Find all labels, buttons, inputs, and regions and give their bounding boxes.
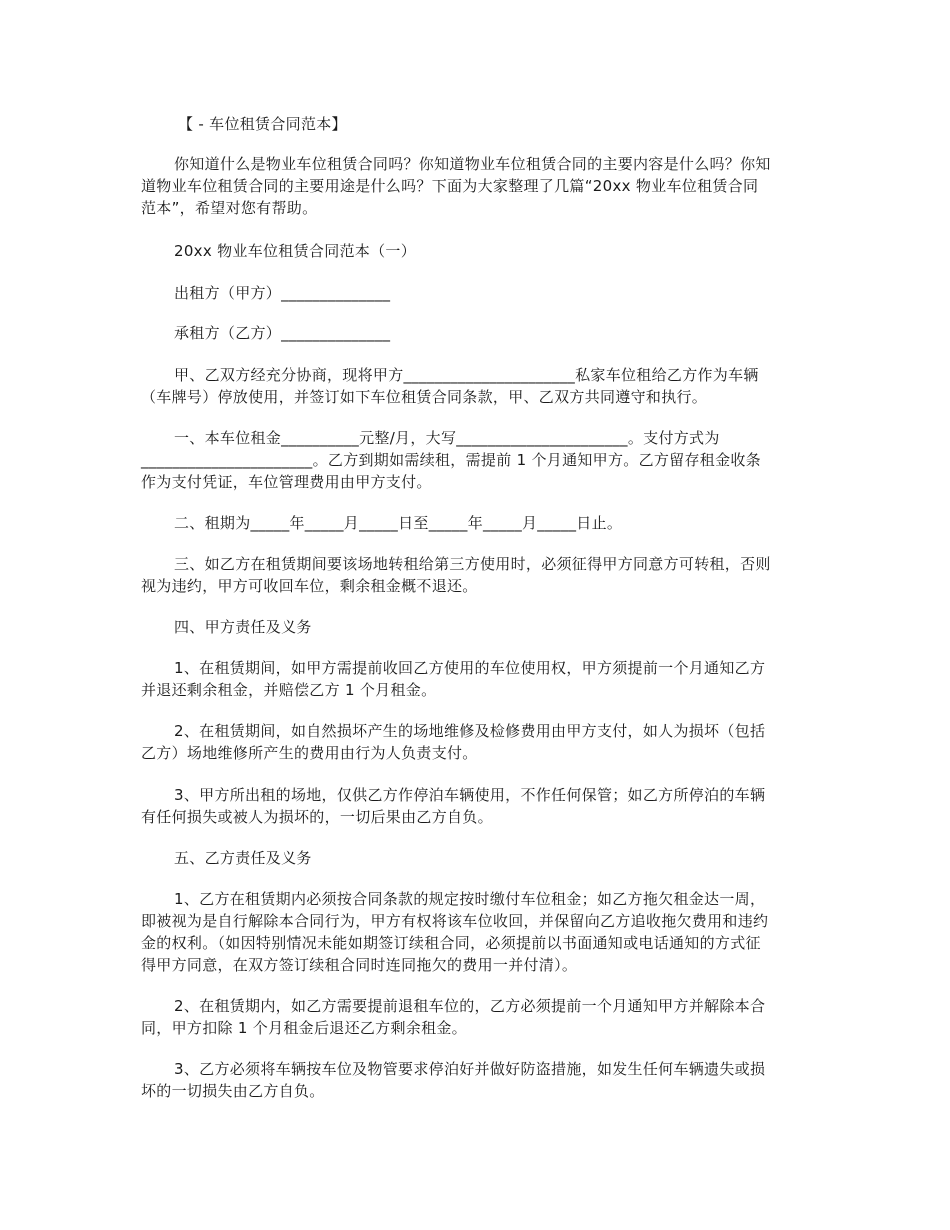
party-b-item-2-line-2: 同，甲方扣除 1 个月租金后退还乙方剩余租金。 [141, 1019, 467, 1037]
party-b-item-1-line-3: 金的权利。（如因特别情况未能如期签订续租合同，必须提前以书面通知或电话通知的方式征 [141, 934, 761, 952]
lessee-line: 承租方（乙方）______________ [174, 324, 391, 342]
clause-one-line-1: 一、本车位租金__________元整/月，大写______________________。支付方式为 [174, 429, 720, 447]
party-a-item-2-line-1: 2、在租赁期间，如自然损坏产生的场地维修及检修费用由甲方支付，如人为损坏（包括 [174, 722, 766, 740]
party-b-item-3-line-1: 3、乙方必须将车辆按车位及物管要求停泊好并做好防盗措施，如发生任何车辆遗失或损 [174, 1060, 766, 1078]
agreement-line-1: 甲、乙双方经充分协商，现将甲方______________________私家车位租给乙方作为车辆 [174, 366, 759, 384]
clause-two-line: 二、租期为_____年_____月_____日至_____年_____月_____日止。 [174, 514, 623, 532]
agreement-line-2: （车牌号）停放使用，并签订如下车位租赁合同条款，甲、乙双方共同遵守和执行。 [141, 388, 708, 406]
section-heading-party-a: 四、甲方责任及义务 [174, 618, 312, 636]
party-a-item-3-line-1: 3、甲方所出租的场地，仅供乙方作停泊车辆使用，不作任何保管；如乙方所停泊的车辆 [174, 786, 766, 804]
party-b-item-1-line-1: 1、乙方在租赁期内必须按合同条款的规定按时缴付车位租金；如乙方拖欠租金达一周， [174, 890, 766, 908]
party-a-item-2-line-2: 乙方）场地维修所产生的费用由行为人负责支付。 [141, 744, 478, 762]
clause-one-line-2: ______________________。乙方到期如需续租，需提前 1 个月通知甲方。乙方留存租金收条 [141, 451, 761, 469]
party-b-item-1-line-2: 即被视为是自行解除本合同行为，甲方有权将该车位收回，并保留向乙方追收拖欠费用和违约 [141, 912, 769, 930]
clause-three-line-1: 三、如乙方在租赁期间要该场地转租给第三方使用时，必须征得甲方同意方可转租，否则 [174, 555, 771, 573]
section-heading-party-b: 五、乙方责任及义务 [174, 849, 312, 867]
party-a-item-1-line-1: 1、在租赁期间，如甲方需提前收回乙方使用的车位使用权，甲方须提前一个月通知乙方 [174, 659, 766, 677]
lessor-line: 出租方（甲方）______________ [174, 284, 391, 302]
clause-three-line-2: 视为违约，甲方可收回车位，剩余租金概不退还。 [141, 577, 478, 595]
paragraph-intro-line-1: 你知道什么是物业车位租赁合同吗？你知道物业车位租赁合同的主要内容是什么吗？你知 [174, 155, 771, 173]
party-b-item-1-line-4: 得甲方同意，在双方签订续租合同时连同拖欠的费用一并付清）。 [141, 956, 578, 974]
party-b-item-3-line-2: 坏的一切损失由乙方自负。 [141, 1082, 325, 1100]
party-a-item-3-line-2: 有任何损失或被人为损坏的，一切后果由乙方自负。 [141, 808, 493, 826]
section-heading-template-one: 20xx 物业车位租赁合同范本（一） [174, 242, 417, 260]
party-a-item-1-line-2: 并退还剩余租金，并赔偿乙方 1 个月租金。 [141, 681, 437, 699]
party-b-item-2-line-1: 2、在租赁期内，如乙方需要提前退租车位的，乙方必须提前一个月通知甲方并解除本合 [174, 997, 766, 1015]
clause-one-line-3: 作为支付凭证，车位管理费用由甲方支付。 [141, 473, 432, 491]
paragraph-intro-line-3: 范本”，希望对您有帮助。 [141, 199, 318, 217]
document-title: 【 - 车位租赁合同范本】 [178, 115, 347, 133]
paragraph-intro-line-2: 道物业车位租赁合同的主要用途是什么吗？下面为大家整理了几篇“20xx 物业车位租赁合同 [141, 177, 759, 195]
